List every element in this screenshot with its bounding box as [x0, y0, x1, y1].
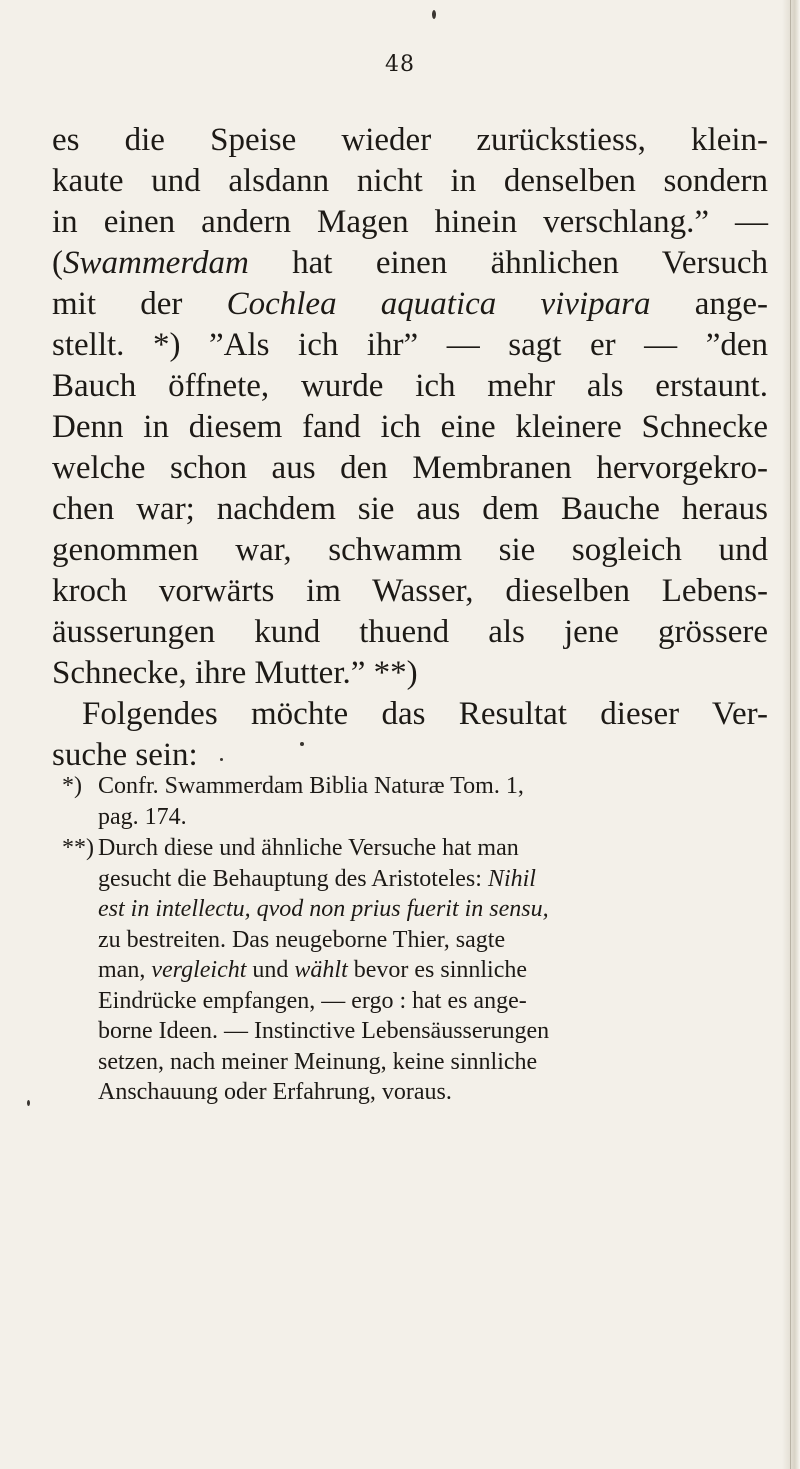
footnote-text: man,	[98, 957, 152, 983]
ink-speck	[27, 1100, 30, 1106]
footnote-mark: **)	[62, 835, 94, 861]
footnote-2	[52, 833, 768, 1108]
page-number: 48	[385, 52, 415, 77]
italic-species-name: Cochlea aquatica vivipara	[226, 286, 651, 322]
footnote-mark: *)	[62, 773, 82, 799]
body-line: Bauch öffnete, wurde ich mehr als erstaunt.	[52, 368, 768, 404]
ink-speck	[432, 10, 436, 19]
footnote-italic: est in intellectu, qvod non prius fuerit in sensu,	[98, 896, 549, 922]
footnote-line: borne Ideen. — Instinctive Lebensäusserungen	[98, 1018, 550, 1044]
body-line: welche schon aus den Membranen hervorgekro-	[52, 450, 768, 486]
footnote-line: Anschauung oder Erfahrung, voraus.	[98, 1079, 452, 1105]
body-line: Denn in diesem fand ich eine kleinere Schnecke	[52, 409, 768, 445]
footnote-line	[52, 864, 768, 895]
footnote-italic: wählt	[294, 957, 348, 983]
footnote-line: Eindrücke empfangen, — ergo : hat es ange-	[98, 987, 527, 1014]
footnote-1	[52, 771, 768, 832]
body-line: Folgendes möchte das Resultat dieser Ver-	[82, 696, 768, 732]
footnote-line	[52, 771, 768, 802]
body-line: stellt. *) ”Als ich ihr” — sagt er — ”den	[52, 327, 768, 363]
footnote-text: gesucht die Behauptung des Aristoteles:	[98, 865, 488, 892]
body-line: in einen andern Magen hinein verschlang.” —	[52, 204, 768, 240]
footnote-line: pag. 174.	[98, 803, 187, 830]
body-line: chen war; nachdem sie aus dem Bauche heraus	[52, 491, 768, 527]
footnote-text: Confr. Swammerdam Biblia Naturæ Tom. 1,	[98, 773, 524, 799]
footnote-line: setzen, nach meiner Meinung, keine sinnliche	[98, 1048, 538, 1075]
footnote-text: bevor es sinnliche	[347, 957, 528, 983]
body-line: mit der Cochlea aquatica vivipara ange-	[52, 286, 768, 322]
body-line: genommen war, schwamm sie sogleich und	[52, 532, 768, 568]
body-text	[52, 120, 768, 776]
footnote-italic: Nihil	[487, 865, 536, 892]
body-line: suche sein:	[52, 737, 198, 773]
body-line: (Swammerdam hat einen ähnlichen Versuch	[52, 245, 768, 281]
body-line: Schnecke, ihre Mutter.” **)	[52, 655, 418, 691]
body-line: es die Speise wieder zurückstiess, klein-	[52, 122, 768, 158]
body-line: äusserungen kund thuend als jene grössere	[52, 614, 768, 650]
italic-name-swammerdam: Swammerdam	[63, 245, 249, 281]
footnote-line	[52, 833, 768, 864]
footnote-text: Durch diese und ähnliche Versuche hat man	[98, 835, 519, 861]
body-line: kaute und alsdann nicht in denselben sondern	[52, 163, 768, 199]
footnote-line	[52, 955, 768, 986]
footnote-italic: vergleicht	[151, 957, 247, 983]
footnote-line	[52, 894, 768, 925]
page-edge	[782, 0, 800, 1469]
footnotes	[52, 771, 768, 1108]
body-line: kroch vorwärts im Wasser, dieselben Lebens-	[52, 573, 768, 609]
page-edge-line	[790, 0, 791, 1469]
footnote-text: und	[246, 957, 295, 983]
footnote-line: zu bestreiten. Das neugeborne Thier, sagte	[98, 926, 506, 953]
